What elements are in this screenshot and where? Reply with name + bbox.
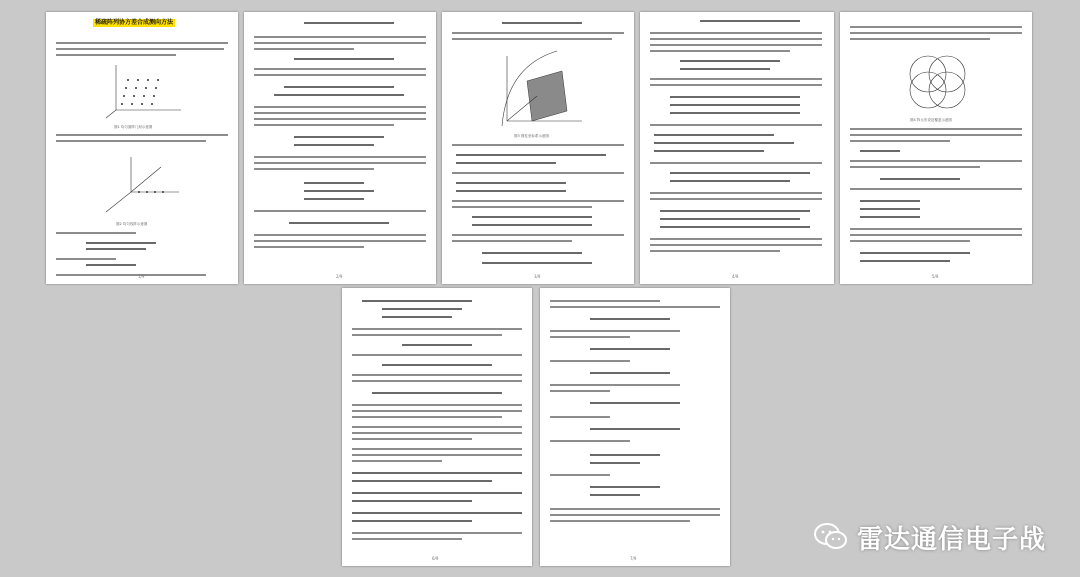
page-number: 1/9 — [138, 274, 145, 279]
document-page-5 — [840, 12, 1032, 284]
figure-caption: 图1 均匀面阵几何示意图 — [114, 125, 153, 129]
page-number: 3/9 — [534, 274, 541, 279]
page-number: 6/9 — [432, 556, 439, 561]
wechat-icon — [813, 522, 849, 552]
watermark — [813, 517, 1046, 557]
page-number: 4/9 — [732, 274, 739, 279]
figure-caption: 图2 均匀线阵示意图 — [116, 222, 148, 226]
figure-caption: 图3 圆柱坐标系示意图 — [514, 134, 549, 138]
grid-array-figure — [106, 60, 186, 120]
document-page-1 — [46, 12, 238, 284]
linear-array-figure — [91, 152, 181, 217]
document-page-2 — [244, 12, 436, 284]
document-page-4 — [640, 12, 834, 284]
page-number: 7/9 — [630, 556, 637, 561]
coverage-circles-figure — [900, 46, 975, 116]
page-number: 2/9 — [336, 274, 343, 279]
watermark-text: 雷达通信电子战 — [856, 524, 1046, 555]
figure-caption: 图4 阵元布设及覆盖示意图 — [910, 118, 952, 122]
document-page-7 — [540, 288, 730, 566]
page-number: 5/9 — [932, 274, 939, 279]
page-title: 稀疏阵列协方差合成测向方法 — [95, 19, 174, 26]
cylinder-figure — [497, 46, 587, 131]
document-page-3 — [442, 12, 634, 284]
document-page-6 — [342, 288, 532, 566]
